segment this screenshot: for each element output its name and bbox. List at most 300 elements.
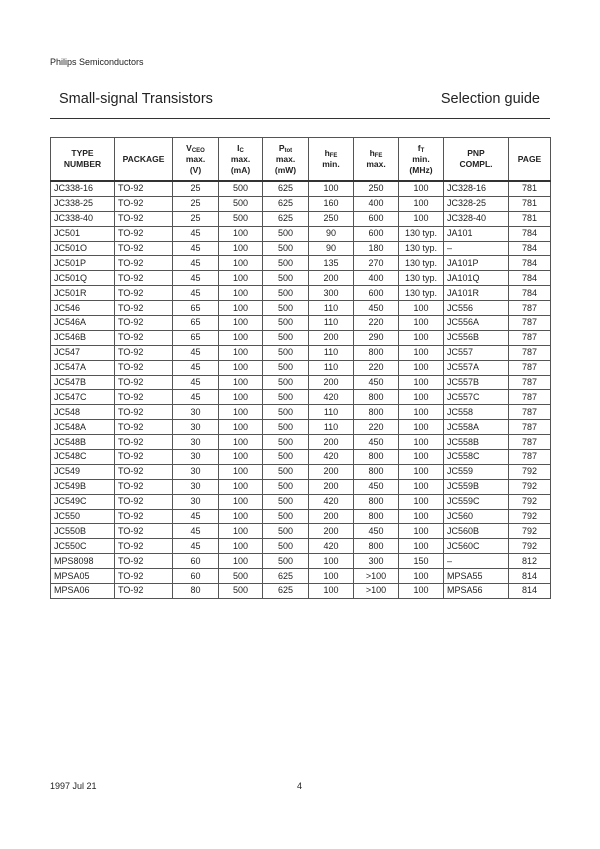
- cell-hfe-max: 800: [354, 494, 399, 509]
- cell-type-number: JC546B: [51, 330, 115, 345]
- column-symbol: [418, 143, 425, 153]
- cell-package: TO-92: [115, 256, 173, 271]
- cell-page: 814: [509, 584, 551, 599]
- cell-vceo-max: 45: [173, 286, 219, 301]
- cell-ft-min: 100: [399, 569, 444, 584]
- cell-pnp-compl: JC328-25: [444, 196, 509, 211]
- cell-hfe-min: 200: [309, 479, 354, 494]
- cell-page: 784: [509, 226, 551, 241]
- symbol: h: [369, 148, 375, 158]
- cell-page: 792: [509, 509, 551, 524]
- cell-type-number: JC501R: [51, 286, 115, 301]
- cell-ic-max: 100: [219, 479, 263, 494]
- table-row: [51, 345, 551, 360]
- cell-ft-min: 100: [399, 211, 444, 226]
- cell-type-number: JC550: [51, 509, 115, 524]
- cell-pnp-compl: JC558C: [444, 450, 509, 465]
- table-row: [51, 509, 551, 524]
- cell-hfe-min: 110: [309, 316, 354, 331]
- cell-ic-max: 100: [219, 256, 263, 271]
- cell-hfe-max: 600: [354, 226, 399, 241]
- cell-pnp-compl: –: [444, 554, 509, 569]
- cell-ft-min: 100: [399, 390, 444, 405]
- cell-page: 792: [509, 464, 551, 479]
- cell-type-number: JC549C: [51, 494, 115, 509]
- cell-ft-min: 130 typ.: [399, 286, 444, 301]
- cell-hfe-min: 200: [309, 330, 354, 345]
- cell-package: TO-92: [115, 301, 173, 316]
- cell-pnp-compl: JC557A: [444, 360, 509, 375]
- symbol: I: [237, 142, 240, 153]
- table-row: [51, 390, 551, 405]
- cell-ptot-max: 500: [263, 390, 309, 405]
- cell-ptot-max: 500: [263, 479, 309, 494]
- cell-package: TO-92: [115, 539, 173, 554]
- cell-ft-min: 100: [399, 420, 444, 435]
- cell-package: TO-92: [115, 479, 173, 494]
- cell-vceo-max: 45: [173, 345, 219, 360]
- cell-package: TO-92: [115, 181, 173, 196]
- cell-ic-max: 100: [219, 360, 263, 375]
- cell-ptot-max: 500: [263, 330, 309, 345]
- cell-vceo-max: 30: [173, 420, 219, 435]
- cell-pnp-compl: JC559: [444, 464, 509, 479]
- cell-type-number: JC501Q: [51, 271, 115, 286]
- cell-ft-min: 150: [399, 554, 444, 569]
- cell-package: TO-92: [115, 435, 173, 450]
- cell-hfe-min: 90: [309, 226, 354, 241]
- cell-ic-max: 100: [219, 420, 263, 435]
- cell-type-number: JC501: [51, 226, 115, 241]
- cell-pnp-compl: JC557: [444, 345, 509, 360]
- cell-hfe-max: 800: [354, 509, 399, 524]
- cell-page: 792: [509, 524, 551, 539]
- cell-vceo-max: 25: [173, 181, 219, 196]
- cell-page: 787: [509, 405, 551, 420]
- cell-ft-min: 100: [399, 435, 444, 450]
- cell-pnp-compl: JA101R: [444, 286, 509, 301]
- cell-page: 792: [509, 539, 551, 554]
- cell-type-number: JC546: [51, 301, 115, 316]
- table-row: [51, 301, 551, 316]
- table-row: [51, 405, 551, 420]
- cell-vceo-max: 45: [173, 375, 219, 390]
- cell-page: 787: [509, 450, 551, 465]
- table-row: [51, 554, 551, 569]
- cell-hfe-min: 250: [309, 211, 354, 226]
- cell-ic-max: 100: [219, 524, 263, 539]
- cell-package: TO-92: [115, 196, 173, 211]
- cell-hfe-max: 290: [354, 330, 399, 345]
- cell-pnp-compl: JC560: [444, 509, 509, 524]
- cell-ic-max: 100: [219, 375, 263, 390]
- cell-page: 781: [509, 211, 551, 226]
- cell-type-number: JC546A: [51, 316, 115, 331]
- cell-page: 781: [509, 181, 551, 196]
- cell-ic-max: 100: [219, 405, 263, 420]
- cell-ic-max: 100: [219, 241, 263, 256]
- cell-package: TO-92: [115, 316, 173, 331]
- column-header-pnp-compl: [444, 138, 509, 182]
- cell-hfe-min: 200: [309, 464, 354, 479]
- header-divider: [50, 118, 550, 119]
- cell-hfe-max: 800: [354, 464, 399, 479]
- cell-type-number: JC548A: [51, 420, 115, 435]
- cell-hfe-min: 100: [309, 569, 354, 584]
- section-title: Selection guide: [440, 91, 540, 107]
- cell-hfe-min: 90: [309, 241, 354, 256]
- subscript: FE: [329, 153, 338, 159]
- cell-type-number: JC550B: [51, 524, 115, 539]
- cell-ic-max: 100: [219, 286, 263, 301]
- column-header-line: min.: [322, 159, 340, 169]
- column-header-page: [509, 138, 551, 182]
- table-row: [51, 375, 551, 390]
- cell-ft-min: 100: [399, 405, 444, 420]
- cell-ft-min: 100: [399, 360, 444, 375]
- table-row: [51, 569, 551, 584]
- cell-hfe-max: 220: [354, 316, 399, 331]
- cell-page: 792: [509, 479, 551, 494]
- cell-package: TO-92: [115, 211, 173, 226]
- cell-page: 784: [509, 271, 551, 286]
- page-number: 4: [297, 781, 303, 791]
- table-row: [51, 241, 551, 256]
- cell-type-number: MPSA05: [51, 569, 115, 584]
- cell-ic-max: 100: [219, 301, 263, 316]
- cell-ic-max: 100: [219, 390, 263, 405]
- cell-ic-max: 100: [219, 226, 263, 241]
- cell-pnp-compl: JA101P: [444, 256, 509, 271]
- cell-package: TO-92: [115, 375, 173, 390]
- cell-page: 787: [509, 435, 551, 450]
- cell-package: TO-92: [115, 390, 173, 405]
- column-header-line: (mA): [230, 164, 251, 175]
- cell-ft-min: 130 typ.: [399, 256, 444, 271]
- cell-ic-max: 500: [219, 196, 263, 211]
- column-header-type-number: [51, 138, 115, 182]
- cell-ic-max: 100: [219, 450, 263, 465]
- cell-page: 787: [509, 360, 551, 375]
- cell-package: TO-92: [115, 464, 173, 479]
- cell-package: TO-92: [115, 345, 173, 360]
- cell-page: 814: [509, 569, 551, 584]
- cell-pnp-compl: JC328-16: [444, 181, 509, 196]
- table-row: [51, 330, 551, 345]
- cell-ft-min: 100: [399, 301, 444, 316]
- cell-ic-max: 100: [219, 554, 263, 569]
- subscript: CEO: [191, 147, 205, 154]
- cell-hfe-max: >100: [354, 569, 399, 584]
- cell-ic-max: 500: [219, 181, 263, 196]
- cell-ft-min: 130 typ.: [399, 226, 444, 241]
- cell-hfe-min: 200: [309, 375, 354, 390]
- column-symbol: [186, 143, 205, 153]
- cell-type-number: JC338-25: [51, 196, 115, 211]
- cell-vceo-max: 45: [173, 539, 219, 554]
- cell-package: TO-92: [115, 509, 173, 524]
- cell-hfe-max: 800: [354, 345, 399, 360]
- cell-ptot-max: 500: [263, 286, 309, 301]
- cell-hfe-max: 800: [354, 539, 399, 554]
- cell-ptot-max: 500: [263, 360, 309, 375]
- cell-hfe-max: >100: [354, 584, 399, 599]
- cell-hfe-max: 800: [354, 450, 399, 465]
- cell-ft-min: 100: [399, 196, 444, 211]
- symbol: V: [186, 142, 192, 153]
- cell-type-number: JC547A: [51, 360, 115, 375]
- cell-pnp-compl: MPSA55: [444, 569, 509, 584]
- column-header-line: (MHz): [409, 164, 433, 175]
- cell-ft-min: 100: [399, 181, 444, 196]
- cell-hfe-min: 100: [309, 554, 354, 569]
- table-row: [51, 226, 551, 241]
- cell-ic-max: 100: [219, 509, 263, 524]
- cell-ptot-max: 500: [263, 509, 309, 524]
- cell-ptot-max: 500: [263, 271, 309, 286]
- table-row: [51, 286, 551, 301]
- cell-ft-min: 100: [399, 494, 444, 509]
- cell-ptot-max: 500: [263, 450, 309, 465]
- cell-pnp-compl: JC557C: [444, 390, 509, 405]
- table-row: [51, 450, 551, 465]
- cell-hfe-min: 420: [309, 539, 354, 554]
- table-row: [51, 196, 551, 211]
- cell-ft-min: 100: [399, 464, 444, 479]
- cell-hfe-max: 220: [354, 360, 399, 375]
- cell-vceo-max: 45: [173, 360, 219, 375]
- cell-hfe-min: 420: [309, 494, 354, 509]
- cell-ic-max: 500: [219, 569, 263, 584]
- cell-ptot-max: 625: [263, 584, 309, 599]
- cell-vceo-max: 60: [173, 569, 219, 584]
- table-row: [51, 271, 551, 286]
- cell-ft-min: 100: [399, 450, 444, 465]
- cell-type-number: JC501O: [51, 241, 115, 256]
- cell-type-number: JC549B: [51, 479, 115, 494]
- cell-ptot-max: 500: [263, 464, 309, 479]
- cell-ptot-max: 500: [263, 420, 309, 435]
- cell-hfe-min: 420: [309, 390, 354, 405]
- column-header-hfe-min: [309, 138, 354, 182]
- cell-hfe-min: 200: [309, 271, 354, 286]
- cell-ptot-max: 625: [263, 211, 309, 226]
- subscript: C: [239, 147, 244, 154]
- cell-type-number: JC338-16: [51, 181, 115, 196]
- cell-vceo-max: 65: [173, 316, 219, 331]
- column-header-line: min.: [412, 153, 430, 164]
- cell-hfe-min: 100: [309, 584, 354, 599]
- cell-pnp-compl: JC557B: [444, 375, 509, 390]
- cell-package: TO-92: [115, 226, 173, 241]
- cell-ft-min: 100: [399, 584, 444, 599]
- cell-vceo-max: 45: [173, 256, 219, 271]
- cell-ptot-max: 500: [263, 226, 309, 241]
- cell-hfe-min: 110: [309, 301, 354, 316]
- column-header-package: [115, 138, 173, 182]
- subscript: FE: [374, 153, 383, 159]
- cell-ptot-max: 625: [263, 181, 309, 196]
- cell-ptot-max: 500: [263, 316, 309, 331]
- table-row: [51, 539, 551, 554]
- cell-type-number: JC548: [51, 405, 115, 420]
- cell-vceo-max: 45: [173, 390, 219, 405]
- cell-package: TO-92: [115, 286, 173, 301]
- cell-ft-min: 100: [399, 524, 444, 539]
- cell-ic-max: 100: [219, 330, 263, 345]
- cell-ft-min: 100: [399, 539, 444, 554]
- column-header-vceo-max: [173, 138, 219, 182]
- cell-ptot-max: 500: [263, 301, 309, 316]
- cell-type-number: JC549: [51, 464, 115, 479]
- cell-package: TO-92: [115, 569, 173, 584]
- cell-page: 787: [509, 345, 551, 360]
- cell-hfe-max: 180: [354, 241, 399, 256]
- cell-vceo-max: 30: [173, 405, 219, 420]
- cell-hfe-min: 135: [309, 256, 354, 271]
- column-header-line: (V): [189, 164, 202, 175]
- cell-ptot-max: 500: [263, 435, 309, 450]
- symbol: f: [417, 142, 421, 153]
- cell-ft-min: 100: [399, 509, 444, 524]
- cell-package: TO-92: [115, 420, 173, 435]
- cell-hfe-min: 420: [309, 450, 354, 465]
- cell-ptot-max: 500: [263, 524, 309, 539]
- cell-hfe-max: 270: [354, 256, 399, 271]
- column-header-line: PACKAGE: [122, 153, 165, 164]
- cell-vceo-max: 45: [173, 509, 219, 524]
- cell-type-number: MPSA06: [51, 584, 115, 599]
- cell-type-number: JC547C: [51, 390, 115, 405]
- cell-hfe-min: 110: [309, 405, 354, 420]
- cell-page: 787: [509, 330, 551, 345]
- cell-pnp-compl: JC559B: [444, 479, 509, 494]
- cell-ic-max: 100: [219, 494, 263, 509]
- cell-hfe-max: 220: [354, 420, 399, 435]
- cell-pnp-compl: JA101Q: [444, 271, 509, 286]
- cell-pnp-compl: JC328-40: [444, 211, 509, 226]
- cell-hfe-min: 200: [309, 509, 354, 524]
- cell-ic-max: 500: [219, 211, 263, 226]
- cell-vceo-max: 45: [173, 524, 219, 539]
- cell-vceo-max: 30: [173, 450, 219, 465]
- cell-ptot-max: 500: [263, 539, 309, 554]
- cell-vceo-max: 25: [173, 211, 219, 226]
- cell-type-number: JC547B: [51, 375, 115, 390]
- cell-ptot-max: 500: [263, 494, 309, 509]
- cell-hfe-max: 800: [354, 390, 399, 405]
- cell-hfe-min: 300: [309, 286, 354, 301]
- cell-pnp-compl: JC558A: [444, 420, 509, 435]
- cell-ic-max: 100: [219, 539, 263, 554]
- cell-page: 792: [509, 494, 551, 509]
- column-header-hfe-max: [354, 138, 399, 182]
- cell-pnp-compl: JC558: [444, 405, 509, 420]
- table-row: [51, 524, 551, 539]
- cell-hfe-max: 400: [354, 271, 399, 286]
- cell-page: 787: [509, 375, 551, 390]
- cell-page: 784: [509, 286, 551, 301]
- cell-page: 787: [509, 390, 551, 405]
- cell-ft-min: 100: [399, 316, 444, 331]
- cell-type-number: MPS8098: [51, 554, 115, 569]
- column-header-ptot-max: [263, 138, 309, 182]
- cell-vceo-max: 60: [173, 554, 219, 569]
- cell-package: TO-92: [115, 405, 173, 420]
- cell-ptot-max: 500: [263, 241, 309, 256]
- cell-package: TO-92: [115, 584, 173, 599]
- table-row: [51, 211, 551, 226]
- cell-vceo-max: 65: [173, 330, 219, 345]
- cell-page: 787: [509, 316, 551, 331]
- cell-vceo-max: 25: [173, 196, 219, 211]
- cell-hfe-max: 800: [354, 405, 399, 420]
- table-row: [51, 435, 551, 450]
- cell-hfe-min: 110: [309, 360, 354, 375]
- cell-type-number: JC547: [51, 345, 115, 360]
- cell-hfe-max: 400: [354, 196, 399, 211]
- cell-hfe-min: 160: [309, 196, 354, 211]
- table-row: [51, 420, 551, 435]
- table-header-row: [51, 138, 551, 182]
- cell-ic-max: 100: [219, 271, 263, 286]
- cell-ptot-max: 625: [263, 569, 309, 584]
- table-row: [51, 584, 551, 599]
- page-title: Small-signal Transistors: [59, 91, 213, 107]
- column-symbol: [237, 143, 244, 153]
- column-header-line: PNP: [467, 148, 485, 158]
- cell-ic-max: 100: [219, 435, 263, 450]
- cell-page: 787: [509, 420, 551, 435]
- table-row: [51, 181, 551, 196]
- cell-page: 812: [509, 554, 551, 569]
- cell-hfe-max: 450: [354, 479, 399, 494]
- column-header-ft-min: [399, 138, 444, 182]
- cell-hfe-min: 110: [309, 345, 354, 360]
- cell-type-number: JC338-40: [51, 211, 115, 226]
- cell-hfe-max: 450: [354, 435, 399, 450]
- cell-ic-max: 100: [219, 464, 263, 479]
- cell-pnp-compl: JC560C: [444, 539, 509, 554]
- cell-vceo-max: 30: [173, 479, 219, 494]
- cell-pnp-compl: JA101: [444, 226, 509, 241]
- subscript: T: [420, 147, 425, 154]
- column-symbol: [370, 148, 383, 158]
- cell-ft-min: 100: [399, 330, 444, 345]
- cell-ft-min: 100: [399, 479, 444, 494]
- cell-type-number: JC548C: [51, 450, 115, 465]
- cell-ptot-max: 625: [263, 196, 309, 211]
- cell-hfe-min: 100: [309, 181, 354, 196]
- table-row: [51, 316, 551, 331]
- symbol: h: [324, 148, 330, 158]
- cell-vceo-max: 80: [173, 584, 219, 599]
- cell-ptot-max: 500: [263, 256, 309, 271]
- cell-page: 784: [509, 256, 551, 271]
- cell-hfe-min: 200: [309, 524, 354, 539]
- cell-pnp-compl: JC558B: [444, 435, 509, 450]
- cell-package: TO-92: [115, 360, 173, 375]
- cell-page: 784: [509, 241, 551, 256]
- column-header-line: max.: [185, 153, 206, 164]
- cell-package: TO-92: [115, 330, 173, 345]
- cell-page: 787: [509, 301, 551, 316]
- table-row: [51, 479, 551, 494]
- column-header-line: TYPE: [71, 148, 94, 158]
- table-row: [51, 464, 551, 479]
- cell-pnp-compl: JC560B: [444, 524, 509, 539]
- table-row: [51, 256, 551, 271]
